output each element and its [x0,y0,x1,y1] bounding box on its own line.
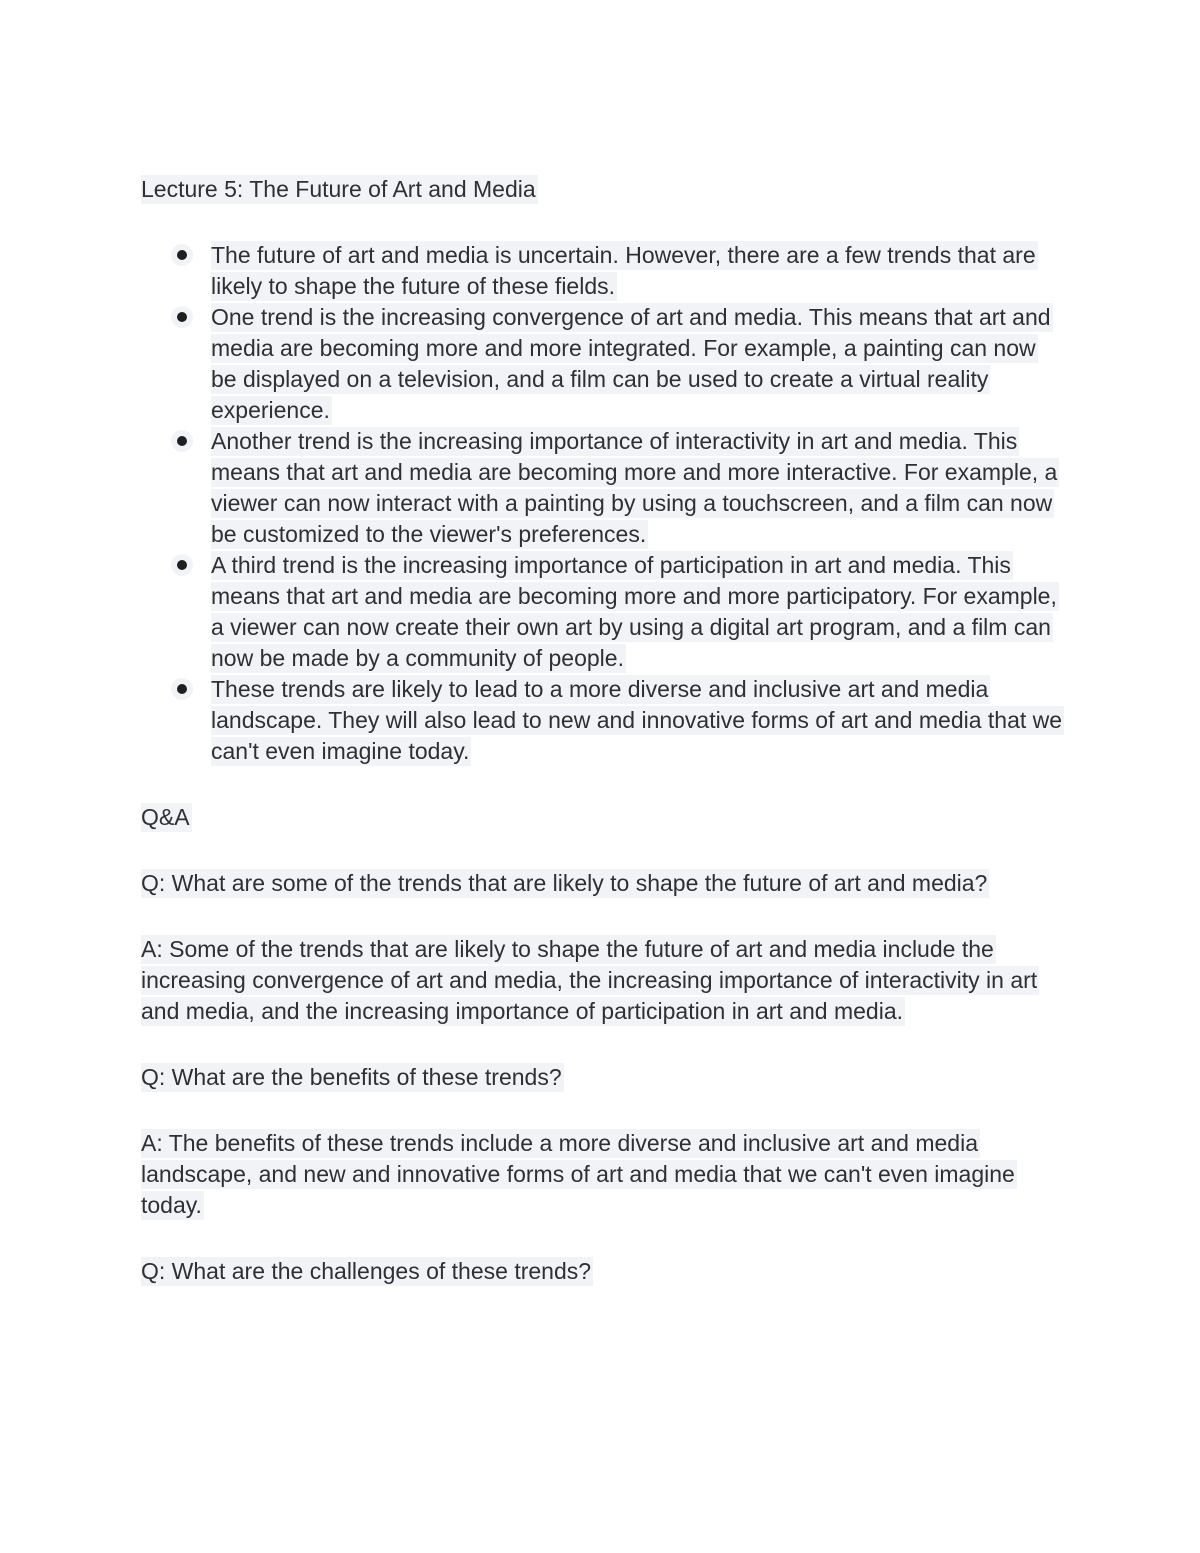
answer-text: A: Some of the trends that are likely to shape the future of art and media include the increasing convergence of art and media, the increasing importance of interactivity in art and media, and the increasing importance of participation in art and media. [141,936,1038,1024]
bullet-item [141,550,1066,674]
bullet-text: The future of art and media is uncertain. However, there are a few trends that are likely to shape the future of these fields. [211,242,1036,299]
bullet-dot-icon [177,436,187,446]
bullet-dot-icon [177,684,187,694]
document-body [141,174,1066,1322]
answer-paragraph [141,1128,1066,1221]
question-text: Q: What are some of the trends that are likely to shape the future of art and media? [141,870,988,896]
question-paragraph [141,868,1066,899]
bullet-item [141,426,1066,550]
bullet-text: One trend is the increasing convergence of art and media. This means that art and media are becoming more and more integrated. For example, a painting can now be displayed on a television, and a film can be used to create a virtual reality experience. [211,304,1051,423]
question-text: Q: What are the challenges of these trends? [141,1258,592,1284]
bullet-text: A third trend is the increasing importance of participation in art and media. This means that art and media are becoming more and more participatory. For example, a viewer can now create their own art by using a digital art program, and a film can now be made by a community of people. [211,552,1057,671]
answer-paragraph [141,934,1066,1027]
qa-heading [141,802,1066,833]
bullet-text: Another trend is the increasing importance of interactivity in art and media. This means that art and media are becoming more and more interactive. For example, a viewer can now interact with a painting by using a touchscreen, and a film can now be customized to the viewer's preferences. [211,428,1058,547]
bullet-dot-icon [177,250,187,260]
bullet-item [141,302,1066,426]
question-text: Q: What are the benefits of these trends? [141,1064,562,1090]
bullet-dot-icon [177,312,187,322]
question-paragraph [141,1062,1066,1093]
bullet-item [141,674,1066,767]
bullet-text: These trends are likely to lead to a more diverse and inclusive art and media landscape. They will also lead to new and innovative forms of art and media that we can't even imagine today. [211,676,1063,764]
bullet-item [141,240,1066,302]
answer-text: A: The benefits of these trends include a more diverse and inclusive art and media landscape, and new and innovative forms of art and media that we can't even imagine today. [141,1130,1015,1218]
qa-heading-text: Q&A [141,804,190,830]
lecture-title-text: Lecture 5: The Future of Art and Media [141,176,536,202]
trend-bullet-list [141,240,1066,767]
question-paragraph [141,1256,1066,1287]
lecture-title [141,174,1066,205]
bullet-dot-icon [177,560,187,570]
